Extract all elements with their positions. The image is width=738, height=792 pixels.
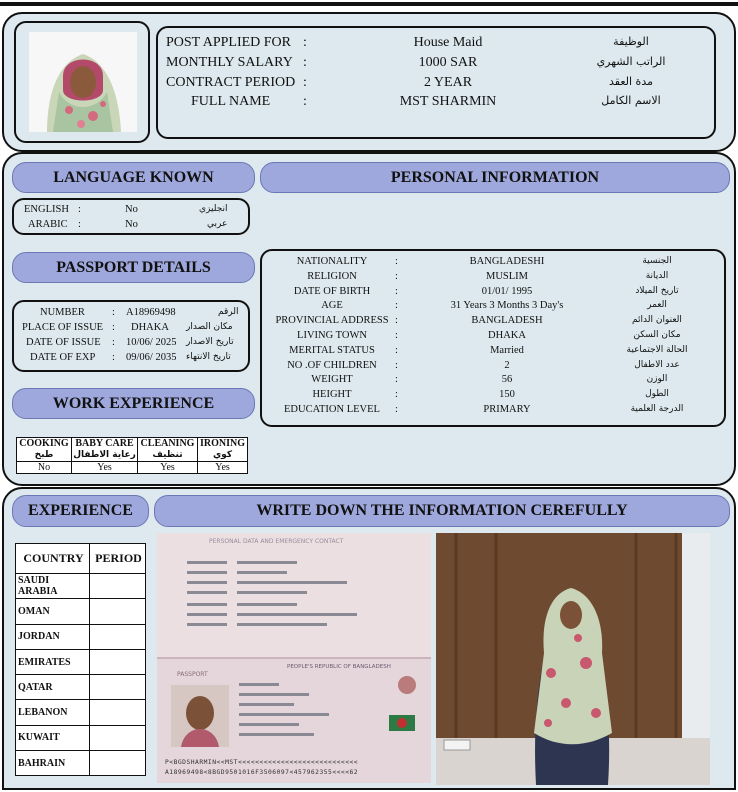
salary-value: 1000 SAR xyxy=(418,55,478,70)
work-value: Yes xyxy=(198,462,248,474)
work-skill-ar: طبخ xyxy=(34,450,54,460)
passport-ar: تاريخ الاصدار xyxy=(186,337,234,347)
work-skill-en: BABY CARE xyxy=(75,438,134,449)
colon: : xyxy=(303,55,307,70)
passport-label: DATE OF EXP xyxy=(30,352,96,363)
salary-ar: الراتب الشهري xyxy=(596,55,666,68)
passport-label: DATE OF ISSUE xyxy=(26,337,101,348)
post-row xyxy=(158,35,718,55)
personal-row xyxy=(262,286,722,301)
personal-label: RELIGION xyxy=(307,270,357,282)
country-cell: EMIRATES xyxy=(16,649,90,674)
personal-ar: الديانة xyxy=(645,270,669,281)
personal-row xyxy=(262,271,722,286)
personal-rows xyxy=(262,256,724,424)
work-value: No xyxy=(17,462,72,474)
personal-label: HEIGHT xyxy=(312,389,352,401)
personal-ar: تاريخ الميلاد xyxy=(635,285,679,296)
salary-row xyxy=(158,55,718,75)
contract-ar: مدة العقد xyxy=(609,75,653,88)
photo-frame xyxy=(14,21,150,143)
header-panel xyxy=(2,12,736,152)
period-header: PERIOD xyxy=(90,544,146,574)
passport-row xyxy=(14,307,248,321)
post-ar: الوظيفة xyxy=(613,35,649,48)
personal-value: 56 xyxy=(501,374,513,386)
period-cell[interactable] xyxy=(90,599,146,624)
personal-value: 01/01/ 1995 xyxy=(481,285,533,297)
colon: : xyxy=(395,330,398,341)
work-skill xyxy=(198,438,248,462)
personal-row xyxy=(262,374,722,389)
colon: : xyxy=(303,75,307,90)
language-level: No xyxy=(125,204,138,215)
work-skill-en: CLEANING xyxy=(140,438,195,449)
scan-mrz-line-1: P<BGDSHARMIN<<MST<<<<<<<<<<<<<<<<<<<<<<<<<<<< xyxy=(165,759,359,766)
personal-value: BANGLADESH xyxy=(471,315,543,327)
country-cell: JORDAN xyxy=(16,624,90,649)
personal-label: DATE OF BIRTH xyxy=(293,285,371,297)
language-name: ENGLISH xyxy=(24,204,69,215)
post-value: House Maid xyxy=(413,35,483,50)
work-value: Yes xyxy=(72,462,138,474)
language-heading: LANGUAGE KNOWN xyxy=(12,162,255,193)
personal-label: MERITAL STATUS xyxy=(289,344,375,356)
scan-country: PEOPLE'S REPUBLIC OF BANGLADESH xyxy=(287,664,391,670)
personal-ar: مكان السكن xyxy=(633,330,681,340)
personal-heading: PERSONAL INFORMATION xyxy=(260,162,730,193)
colon: : xyxy=(303,94,307,109)
contract-label: CONTRACT PERIOD xyxy=(166,75,296,90)
work-skill xyxy=(17,438,72,462)
candidate-portrait xyxy=(29,32,137,132)
period-cell[interactable] xyxy=(90,624,146,649)
country-cell: BAHRAIN xyxy=(16,751,90,776)
passport-label: NUMBER xyxy=(40,307,85,318)
instruction-heading: WRITE DOWN THE INFORMATION CEREFULLY xyxy=(154,495,730,527)
colon: : xyxy=(78,219,81,230)
language-row xyxy=(14,219,248,233)
passport-value: DHAKA xyxy=(131,322,169,333)
scan-mrz-line-2: A18969498<8BGD9501016F3506097<457962355<<<<62 xyxy=(165,769,359,776)
personal-ar: الدرجة العلمية xyxy=(630,404,684,414)
work-skill-en: COOKING xyxy=(19,438,69,449)
colon: : xyxy=(112,322,115,333)
period-cell[interactable] xyxy=(90,751,146,776)
personal-label: NATIONALITY xyxy=(296,256,368,267)
colon: : xyxy=(395,315,398,327)
passport-ar: تاريخ الانتهاء xyxy=(186,352,231,362)
experience-heading: EXPERIENCE xyxy=(12,495,149,527)
work-skill-ar: رعاية الاطفال xyxy=(73,450,136,460)
period-cell[interactable] xyxy=(90,700,146,725)
name-row xyxy=(158,94,718,114)
colon: : xyxy=(395,256,398,267)
work-skill-en: IRONING xyxy=(199,438,245,449)
passport-row xyxy=(14,337,248,351)
scan-header: PERSONAL DATA AND EMERGENCY CONTACT xyxy=(209,538,344,545)
passport-row xyxy=(14,352,248,366)
personal-ar: الطول xyxy=(645,389,669,400)
scan-passport-word: PASSPORT xyxy=(177,671,208,678)
personal-row xyxy=(262,315,722,330)
colon: : xyxy=(112,307,115,318)
country-cell: OMAN xyxy=(16,599,90,624)
period-cell[interactable] xyxy=(90,675,146,700)
personal-label: NO .OF CHILDREN xyxy=(287,359,377,371)
period-cell[interactable] xyxy=(90,725,146,750)
personal-value: MUSLIM xyxy=(485,270,528,282)
contract-value: 2 YEAR xyxy=(423,75,473,90)
country-cell: QATAR xyxy=(16,675,90,700)
personal-value: PRIMARY xyxy=(483,404,531,415)
personal-row xyxy=(262,389,722,404)
name-label: FULL NAME xyxy=(191,94,271,109)
personal-value: 150 xyxy=(499,389,515,401)
passport-value: 10/06/ 2025 xyxy=(126,337,177,348)
personal-value: Married xyxy=(490,344,524,356)
personal-label: AGE xyxy=(321,300,343,312)
language-ar: عربي xyxy=(207,219,228,229)
salary-label: MONTHLY SALARY xyxy=(166,55,293,70)
personal-label: EDUCATION LEVEL xyxy=(284,404,380,415)
country-cell: KUWAIT xyxy=(16,725,90,750)
contract-row xyxy=(158,75,718,95)
passport-value: A18969498 xyxy=(126,307,176,318)
personal-ar: الحالة الاجتماعية xyxy=(626,344,688,355)
work-skill xyxy=(138,438,198,462)
passport-value: 09/06/ 2035 xyxy=(126,352,177,363)
full-body-photo xyxy=(436,533,710,785)
personal-row xyxy=(262,300,722,315)
language-name: ARABIC xyxy=(28,219,68,230)
personal-ar: العمر xyxy=(647,300,667,311)
work-value: Yes xyxy=(138,462,198,474)
passport-row xyxy=(14,322,248,336)
work-skill-ar: تنظيف xyxy=(152,450,183,460)
work-heading: WORK EXPERIENCE xyxy=(12,388,255,419)
personal-ar: العنوان الدائم xyxy=(632,315,682,326)
personal-value: BANGLADESHI xyxy=(469,256,545,267)
passport-heading: PASSPORT DETAILS xyxy=(12,252,255,283)
personal-label: LIVING TOWN xyxy=(297,330,367,341)
personal-row xyxy=(262,256,722,271)
country-header: COUNTRY xyxy=(16,544,90,574)
work-table xyxy=(16,437,248,474)
language-box xyxy=(12,198,250,235)
colon: : xyxy=(395,300,398,312)
personal-ar: الوزن xyxy=(646,374,668,385)
personal-label: PROVINCIAL ADDRESS xyxy=(275,315,389,327)
colon: : xyxy=(395,270,398,282)
period-cell[interactable] xyxy=(90,649,146,674)
work-skill-ar: كوي xyxy=(212,450,233,460)
passport-ar: الرقم xyxy=(218,307,239,317)
experience-panel xyxy=(2,487,736,790)
work-skill xyxy=(72,438,138,462)
personal-row xyxy=(262,330,722,345)
colon: : xyxy=(395,404,398,415)
colon: : xyxy=(112,352,115,363)
colon: : xyxy=(395,389,398,401)
personal-row xyxy=(262,345,722,360)
personal-value: 2 xyxy=(504,359,510,371)
colon: : xyxy=(78,204,81,215)
personal-ar: الجنسية xyxy=(642,256,672,266)
personal-label: WEIGHT xyxy=(311,374,353,386)
personal-box xyxy=(260,249,726,427)
personal-row xyxy=(262,360,722,375)
language-ar: انجليزي xyxy=(199,204,228,214)
language-row xyxy=(14,204,248,218)
colon: : xyxy=(395,359,398,371)
passport-ar: مكان الصدار xyxy=(186,322,233,332)
personal-value: DHAKA xyxy=(488,330,526,341)
passport-label: PLACE OF ISSUE xyxy=(22,322,104,333)
personal-row xyxy=(262,404,722,419)
name-ar: الاسم الكامل xyxy=(601,94,661,107)
colon: : xyxy=(395,285,398,297)
colon: : xyxy=(112,337,115,348)
details-panel xyxy=(2,152,736,486)
colon: : xyxy=(303,35,307,50)
experience-table xyxy=(15,543,146,776)
passport-box xyxy=(12,300,250,372)
post-label: POST APPLIED FOR xyxy=(166,35,292,50)
personal-ar: عدد الاطفال xyxy=(634,359,680,370)
personal-value: 31 Years 3 Months 3 Day's xyxy=(450,300,564,312)
language-level: No xyxy=(125,219,138,230)
name-value: MST SHARMIN xyxy=(399,94,497,109)
country-cell: SAUDI ARABIA xyxy=(16,574,90,599)
top-rule xyxy=(0,2,738,6)
job-summary-box xyxy=(156,26,716,139)
colon: : xyxy=(395,344,398,356)
passport-scan-image xyxy=(157,533,431,783)
period-cell[interactable] xyxy=(90,574,146,599)
colon: : xyxy=(395,374,398,386)
country-cell: LEBANON xyxy=(16,700,90,725)
